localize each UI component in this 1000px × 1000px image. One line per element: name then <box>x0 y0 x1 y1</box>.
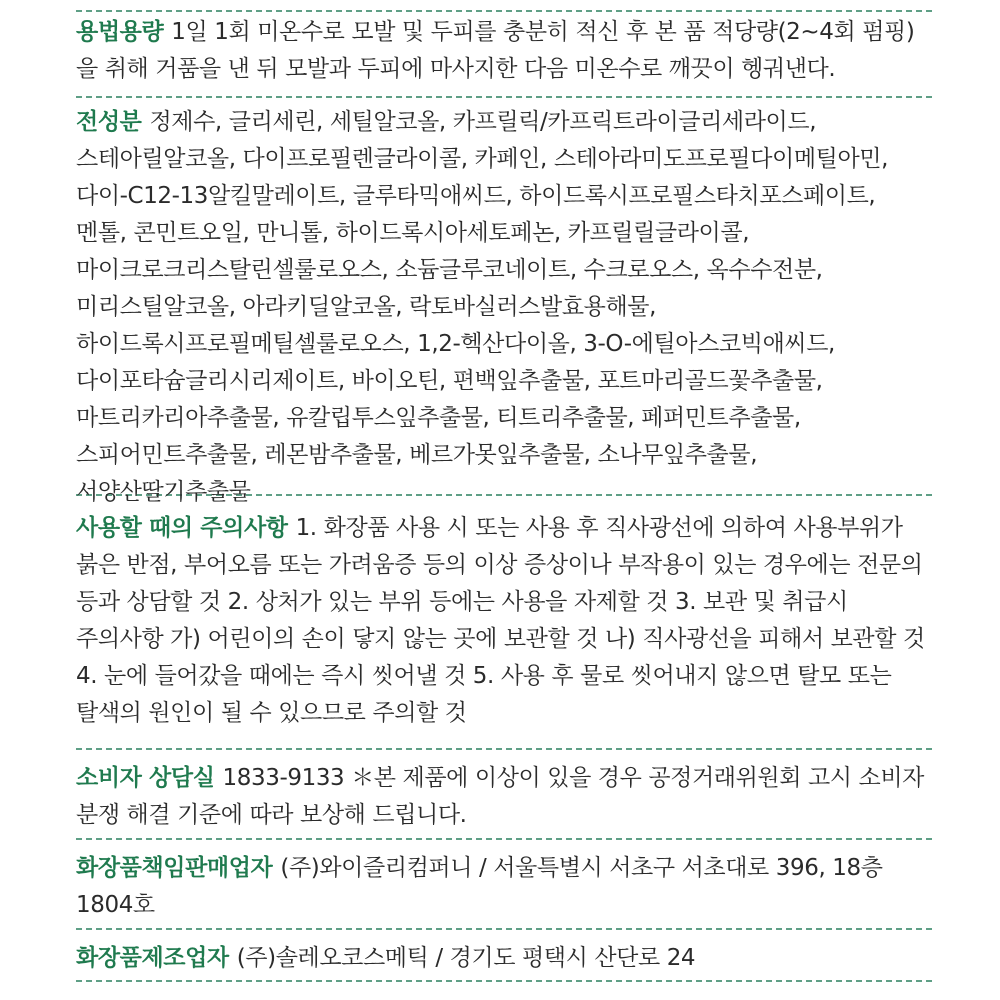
consumer-section <box>76 756 932 840</box>
consumer-label: 소비자 상담실 <box>76 765 215 791</box>
seller-label: 화장품책임판매업자 <box>76 855 273 881</box>
top-divider <box>76 10 932 12</box>
ingredients-label: 전성분 <box>76 109 142 135</box>
consumer-paragraph <box>76 760 932 834</box>
maker-section <box>76 936 932 982</box>
ingredients-section <box>76 100 932 505</box>
caution-section <box>76 506 932 750</box>
consumer-text: 1833-9133 ＊본 제품에 이상이 있을 경우 공정거래위원회 고시 소비자 분쟁 해결 기준에 따라 보상해 드립니다. <box>76 765 924 828</box>
seller-text: (주)와이즐리컴퍼니 / 서울특별시 서초구 서초대로 396, 18층 1804호 <box>76 855 883 918</box>
maker-label: 화장품제조업자 <box>76 945 229 971</box>
caution-text: 1. 화장품 사용 시 또는 사용 후 직사광선에 의하여 사용부위가 붉은 반점, 부어오름 또는 가려움증 등의 이상 증상이나 부작용이 있는 경우에는 전문의 등과 상담할 것 2. 상처가 있는 부위 등에는 사용을 자제할 것 3. 보관 및 취급시 주의사항 가) 어린이의 손이 닿지 않는 곳에 보관할 것 나) 직사광선을 피해서 보관할 것 4. 눈에 들어갔을 때에는 즉시 씻어낼 것 5. 사용 후 물로 씻어내지 않으면 탈모 또는 탈색의 원인이 될 수 있으므로 주의할 것 <box>76 515 925 726</box>
caution-label: 사용할 때의 주의사항 <box>76 515 288 541</box>
ingredients-paragraph <box>76 104 932 511</box>
usage-section <box>76 14 932 98</box>
maker-paragraph <box>76 940 932 977</box>
usage-paragraph <box>76 14 932 88</box>
caution-paragraph <box>76 510 932 732</box>
ingredients-text: 정제수, 글리세린, 세틸알코올, 카프릴릭/카프릭트라이글리세라이드, 스테아릴알코올, 다이프로필렌글라이콜, 카페인, 스테아라미도프로필다이메틸아민, 다이-C12-13알킬말레이트, 글루타믹애씨드, 하이드록시프로필스타치포스페이트, 멘톨, 콘민트오일, 만니톨, 하이드록시아세토페논, 카프릴릴글라이콜, 마이크로크리스탈린셀룰로오스, 소듐글루코네이트, 수크로오스, 옥수수전분, 미리스틸알코올, 아라키딜알코올, 락토바실러스발효용해물, 하이드록시프로필메틸셀룰로오스, 1,2-헥산다이올, 3-O-에틸아스코빅애씨드, 다이포타슘글리시리제이트, 바이오틴, 편백잎추출물, 포트마리골드꽃추출물, 마트리카리아추출물, 유칼립투스잎추출물, 티트리추출물, 페퍼민트추출물, 스피어민트추출물, 레몬밤추출물, 베르가못잎추출물, 소나무잎추출물, 서양산딸기추출물 <box>76 109 889 505</box>
usage-text: 1일 1회 미온수로 모발 및 두피를 충분히 적신 후 본 품 적당량(2~4회 펌핑)을 취해 거품을 낸 뒤 모발과 두피에 마사지한 다음 미온수로 깨끗이 헹궈낸다. <box>76 19 915 82</box>
usage-label: 용법용량 <box>76 19 164 45</box>
seller-section <box>76 846 932 930</box>
maker-text: (주)솔레오코스메틱 / 경기도 평택시 산단로 24 <box>236 945 696 971</box>
seller-paragraph <box>76 850 932 924</box>
